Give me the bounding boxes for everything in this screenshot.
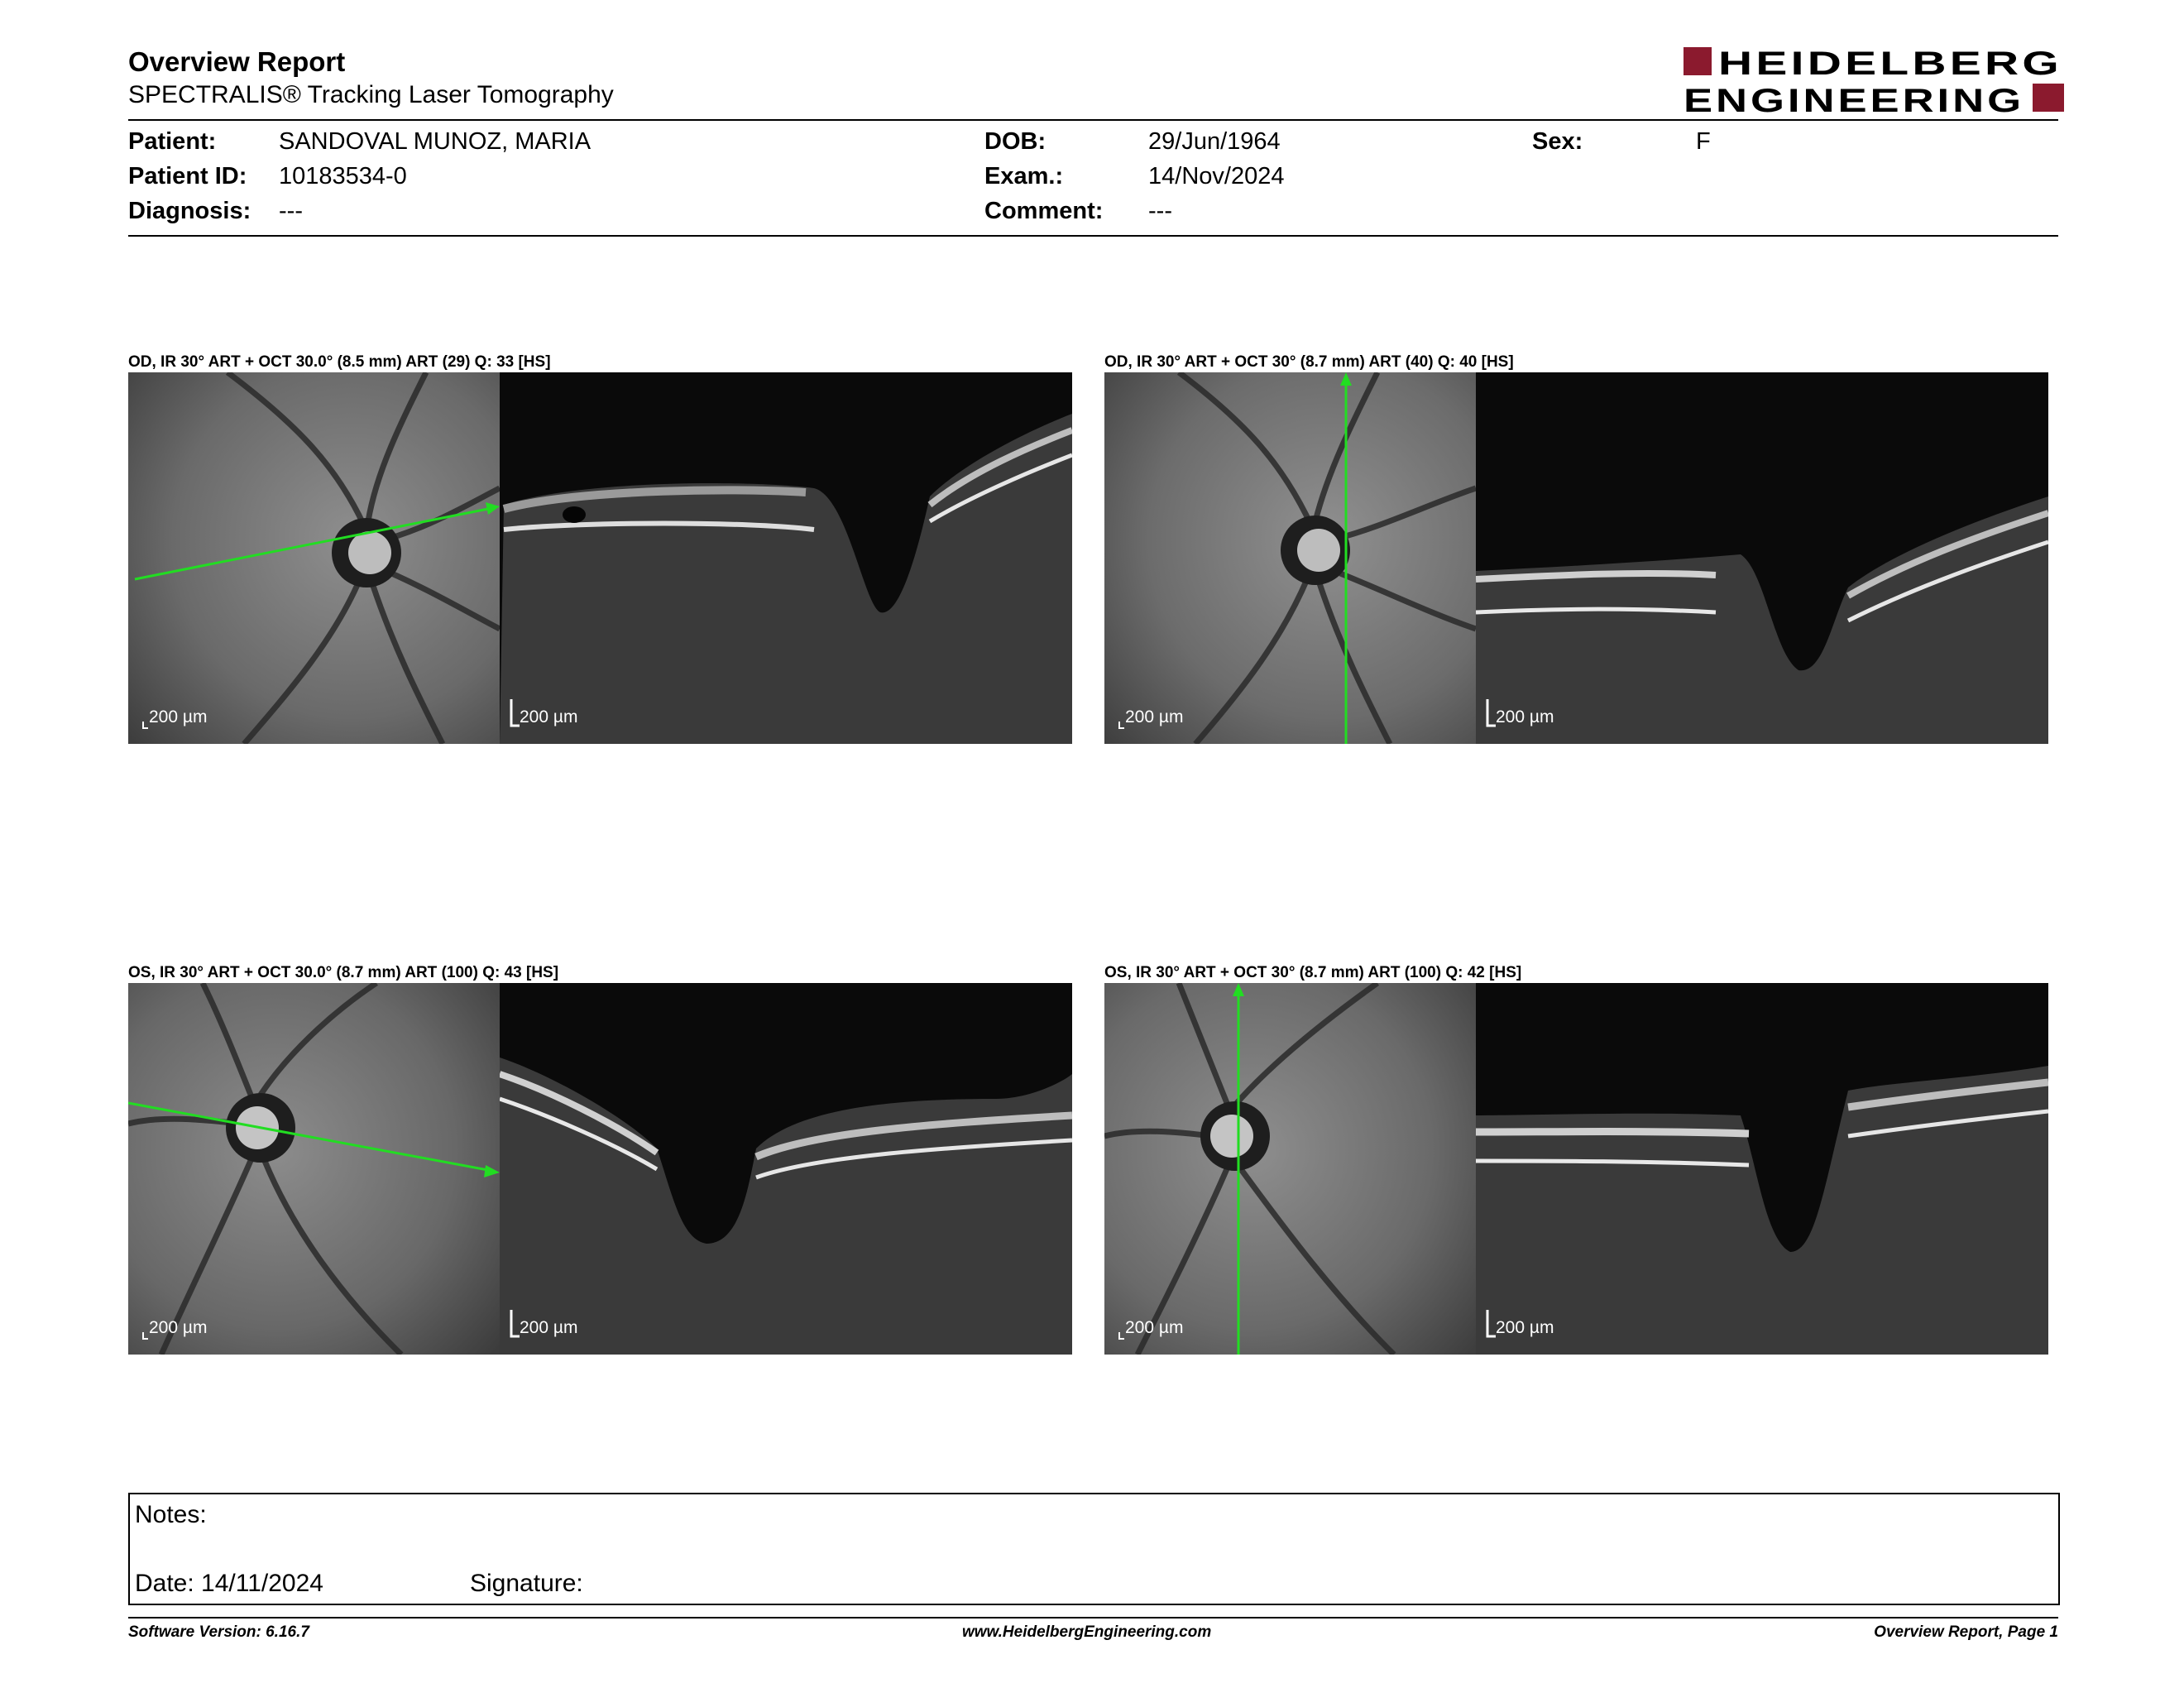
exam-label: Exam.: — [984, 163, 1064, 189]
patient-name: SANDOVAL MUNOZ, MARIA — [279, 128, 592, 155]
header-rule — [128, 119, 2058, 121]
scan-caption-os-2: OS, IR 30° ART + OCT 30° (8.7 mm) ART (100) Q: 42 [HS] — [1104, 964, 1522, 981]
sex-value: F — [1696, 128, 1711, 155]
patient-label: Patient: — [128, 128, 217, 155]
oct-bscan-image[interactable] — [1476, 372, 2048, 744]
exam-value: 14/Nov/2024 — [1148, 163, 1285, 189]
fundus-scale-label: 200 µm — [149, 707, 208, 727]
website-link[interactable]: www.HeidelbergEngineering.com — [962, 1623, 1212, 1641]
comment-value: --- — [1148, 198, 1172, 224]
fundus-scale-label: 200 µm — [149, 1318, 208, 1337]
logo-text-line1: HEIDELBERG — [1718, 46, 2062, 82]
date-label: Date: 14/11/2024 — [135, 1570, 323, 1597]
diagnosis-label: Diagnosis: — [128, 198, 251, 224]
oct-scale-label: 200 µm — [1496, 1318, 1554, 1337]
oct-bscan-image[interactable] — [1476, 983, 2048, 1355]
report-title: Overview Report — [128, 46, 346, 77]
scan-panel-od-1[interactable] — [128, 372, 1072, 744]
fundus-image[interactable] — [128, 983, 500, 1355]
oct-scale-label: 200 µm — [520, 1318, 578, 1337]
scan-caption-od-1: OD, IR 30° ART + OCT 30.0° (8.5 mm) ART (29) Q: 33 [HS] — [128, 353, 551, 371]
scan-panel-os-2[interactable] — [1104, 983, 2048, 1355]
scan-panel-od-2[interactable] — [1104, 372, 2048, 744]
fundus-image[interactable] — [1104, 372, 1476, 744]
logo-text-line2: ENGINEERING — [1684, 83, 2024, 116]
software-version: Software Version: 6.16.7 — [128, 1623, 309, 1641]
page-number: Overview Report, Page 1 — [1874, 1623, 2058, 1641]
dob-label: DOB: — [984, 128, 1046, 155]
notes-box[interactable] — [128, 1493, 2060, 1605]
report-subtitle: SPECTRALIS® Tracking Laser Tomography — [128, 81, 614, 108]
scan-panel-os-1[interactable] — [128, 983, 1072, 1355]
fundus-scale-label: 200 µm — [1125, 707, 1184, 727]
patient-id-value: 10183534-0 — [279, 163, 407, 189]
diagnosis-value: --- — [279, 198, 303, 224]
notes-label: Notes: — [135, 1501, 207, 1528]
signature-label: Signature: — [470, 1570, 583, 1597]
oct-bscan-image[interactable] — [500, 372, 1072, 744]
footer-rule — [128, 1617, 2058, 1618]
oct-bscan-image[interactable] — [500, 983, 1072, 1355]
patient-rule — [128, 235, 2058, 237]
patient-id-label: Patient ID: — [128, 163, 247, 189]
oct-scale-label: 200 µm — [520, 707, 578, 727]
fundus-image[interactable] — [128, 372, 500, 744]
oct-scale-label: 200 µm — [1496, 707, 1554, 727]
heidelberg-logo — [1684, 45, 2064, 116]
fundus-scale-label: 200 µm — [1125, 1318, 1184, 1337]
comment-label: Comment: — [984, 198, 1104, 224]
fundus-image[interactable] — [1104, 983, 1476, 1355]
scan-caption-os-1: OS, IR 30° ART + OCT 30.0° (8.7 mm) ART (100) Q: 43 [HS] — [128, 964, 559, 981]
sex-label: Sex: — [1532, 128, 1583, 155]
dob-value: 29/Jun/1964 — [1148, 128, 1281, 155]
scan-caption-od-2: OD, IR 30° ART + OCT 30° (8.7 mm) ART (40) Q: 40 [HS] — [1104, 353, 1514, 371]
